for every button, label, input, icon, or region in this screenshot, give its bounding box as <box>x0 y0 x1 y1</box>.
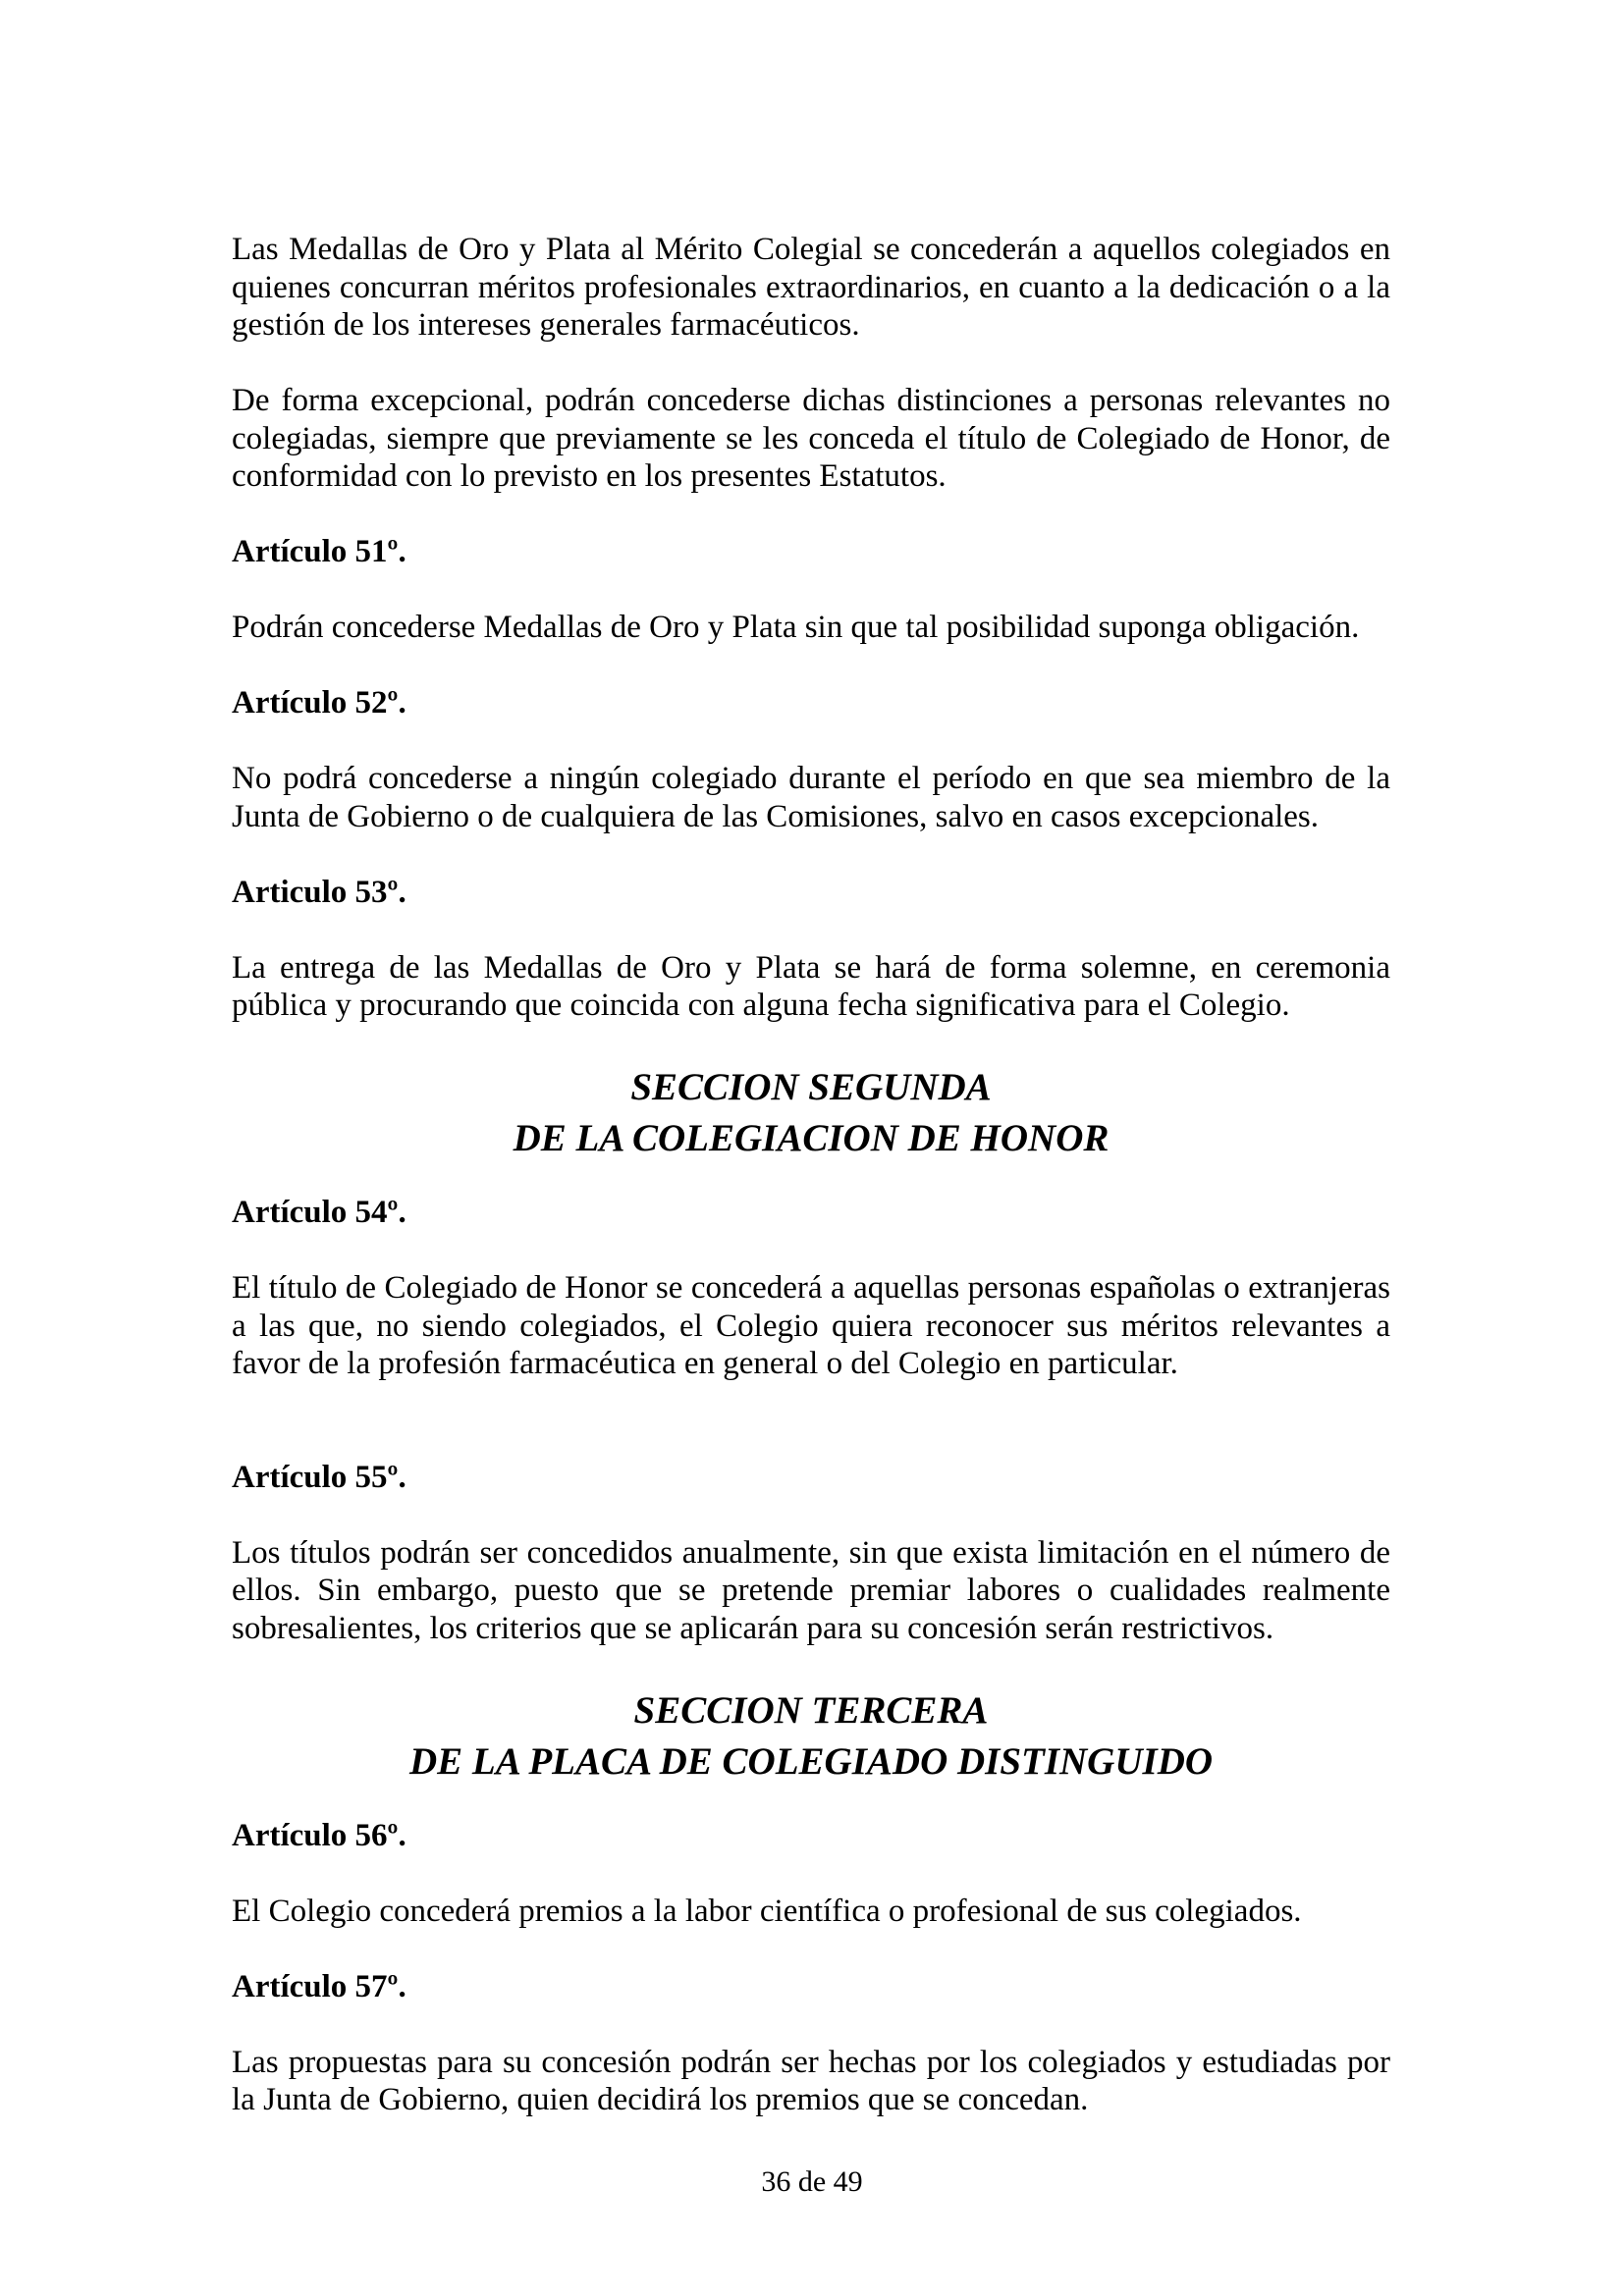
article-heading: Artículo 55º. <box>232 1459 406 1495</box>
document-content <box>232 231 1390 2157</box>
section-heading-line: DE LA PLACA DE COLEGIADO DISTINGUIDO <box>408 1739 1214 1783</box>
paragraph: La entrega de las Medallas de Oro y Plata se hará de forma solemne, en ceremonia pública y procurando que coincida con alguna fecha significativa para el Colegio. <box>232 949 1390 1023</box>
article-heading: Artículo 52º. <box>232 685 406 721</box>
page-number: 36 de 49 <box>761 2165 863 2198</box>
paragraph: De forma excepcional, podrán concederse dichas distinciones a personas relevantes no colegiadas, siempre que previamente se les conceda el título de Colegiado de Honor, de conformidad con lo previsto en los presentes Estatutos. <box>232 383 1390 494</box>
paragraph: Las Medallas de Oro y Plata al Mérito Colegial se concederán a aquellos colegiados en quienes concurran méritos profesionales extraordinarios, en cuanto a la dedicación o a la gestión de los intereses generales farmacéuticos. <box>232 232 1390 343</box>
paragraph: No podrá concederse a ningún colegiado durante el período en que sea miembro de la Junta de Gobierno o de cualquiera de las Comisiones, salvo en casos excepcionales. <box>232 761 1390 834</box>
section-heading <box>232 1685 1390 1788</box>
section-heading-line: SECCION SEGUNDA <box>630 1066 992 1108</box>
article-heading: Artículo 51º. <box>232 534 406 569</box>
section-heading <box>232 1062 1390 1164</box>
paragraph: Los títulos podrán ser concedidos anualmente, sin que exista limitación en el número de ellos. Sin embargo, puesto que se pretende premiar labores o cualidades realmente sobresalientes, los criterios que se aplicarán para su concesión serán restrictivos. <box>232 1534 1390 1646</box>
paragraph: Las propuestas para su concesión podrán ser hechas por los colegiados y estudiadas por la Junta de Gobierno, quien decidirá los premios que se concedan. <box>232 2044 1390 2117</box>
section-heading-line: SECCION TERCERA <box>633 1688 989 1732</box>
article-heading: Artículo 54º. <box>232 1195 406 1230</box>
article-heading: Artículo 56º. <box>232 1817 406 1853</box>
paragraph: El título de Colegiado de Honor se concederá a aquellas personas españolas o extranjeras a las que, no siendo colegiados, el Colegio quiera reconocer sus méritos relevantes a favor de la profesión farmacéutica en general o del Colegio en particular. <box>232 1270 1390 1381</box>
section-heading-line: DE LA COLEGIACION DE HONOR <box>513 1117 1110 1159</box>
article-heading: Artículo 57º. <box>232 1968 406 2004</box>
article-heading: Articulo 53º. <box>232 874 406 910</box>
paragraph: El Colegio concederá premios a la labor científica o profesional de sus colegiados. <box>232 1893 1302 1929</box>
paragraph: Podrán concederse Medallas de Oro y Plata sin que tal posibilidad suponga obligación. <box>232 610 1360 645</box>
